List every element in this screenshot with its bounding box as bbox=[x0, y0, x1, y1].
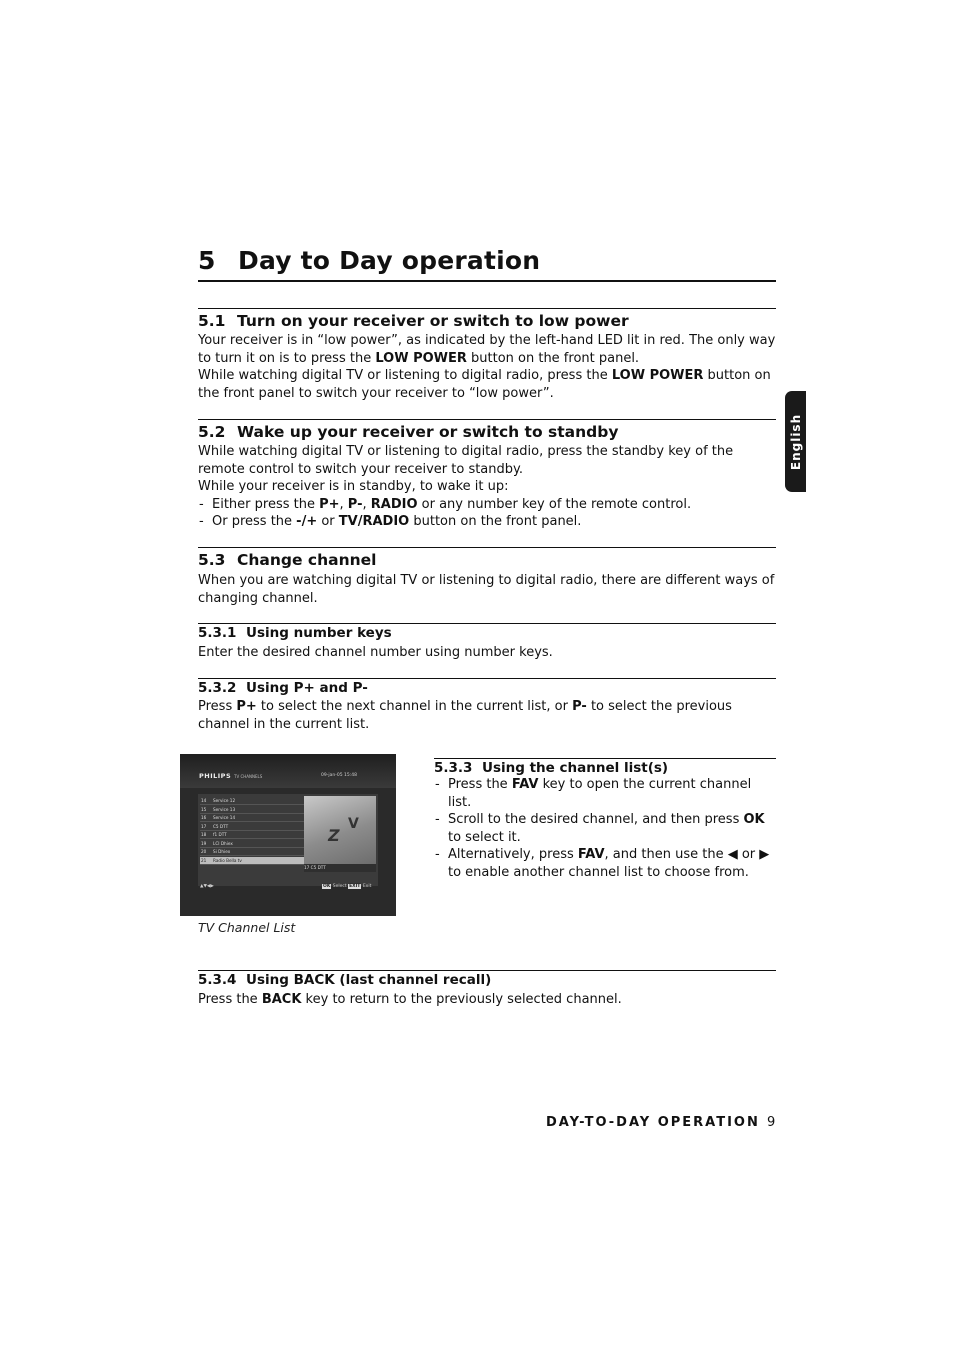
paragraph bbox=[198, 332, 778, 367]
channel-name: Service 14 bbox=[213, 815, 236, 820]
key-name: OK bbox=[743, 812, 765, 827]
paragraph bbox=[198, 367, 778, 402]
text: , bbox=[362, 496, 371, 512]
left-arrow-icon: ◀ bbox=[727, 847, 738, 862]
screen-footer bbox=[180, 881, 396, 893]
channel-row bbox=[200, 806, 304, 814]
section-heading-5-1 bbox=[198, 311, 629, 331]
text: to select it. bbox=[448, 829, 521, 845]
page-number: 9 bbox=[767, 1115, 776, 1130]
section-divider bbox=[198, 547, 776, 548]
channel-name: Radio Bella tv bbox=[213, 857, 242, 863]
paragraph: When you are watching digital TV or listening to digital radio, there are different ways of changing channel. bbox=[198, 573, 775, 606]
text: Scroll to the desired channel, and then press bbox=[448, 812, 744, 827]
key-name: FAV bbox=[577, 847, 605, 862]
running-footer: DAY-TO-DAY OPERATION bbox=[546, 1115, 760, 1130]
channel-row bbox=[200, 814, 304, 822]
list-item bbox=[198, 496, 778, 514]
preview-image-detail: Z bbox=[326, 826, 342, 845]
ok-key-hint: OK bbox=[323, 884, 331, 889]
paragraph bbox=[198, 698, 778, 733]
text: Press bbox=[198, 699, 237, 714]
text: Alternatively, press bbox=[448, 847, 578, 862]
subsection-body-5-3-1 bbox=[198, 644, 778, 662]
chapter-title: Day to Day operation bbox=[238, 246, 541, 275]
screen-title: TV CHANNELS bbox=[234, 774, 263, 779]
subsection-title: Using P+ and P- bbox=[246, 680, 368, 696]
section-title: Turn on your receiver or switch to low power bbox=[237, 312, 629, 330]
language-tab bbox=[785, 391, 806, 492]
subsection-title: Using BACK (last channel recall) bbox=[246, 972, 492, 988]
navigation-arrows-icon: ▲▼◀▶ bbox=[200, 884, 214, 889]
text: button on the front panel. bbox=[409, 514, 582, 529]
chapter-number: 5 bbox=[198, 246, 216, 275]
bullet-list bbox=[198, 496, 778, 531]
channel-name: Service 13 bbox=[213, 806, 236, 812]
key-hints bbox=[322, 884, 371, 889]
text: to select the previous channel in the current list. bbox=[198, 699, 732, 732]
channel-number: 21 bbox=[201, 857, 207, 863]
key-hint-label: Select bbox=[332, 884, 347, 889]
channel-name: C5 DTT bbox=[213, 823, 229, 829]
section-body-5-3 bbox=[198, 572, 778, 607]
section-divider bbox=[198, 308, 776, 309]
tv-channel-list-screenshot bbox=[180, 754, 396, 916]
section-title: Wake up your receiver or switch to standby bbox=[237, 423, 619, 441]
channel-number: 20 bbox=[201, 849, 207, 854]
channel-row bbox=[200, 797, 304, 805]
channel-name: Si Dhiex bbox=[213, 849, 231, 854]
subsection-number: 5.3.2 bbox=[198, 680, 237, 696]
subsection-heading-5-3-1 bbox=[198, 624, 392, 642]
video-preview bbox=[304, 796, 376, 864]
channel-row-selected bbox=[200, 857, 304, 865]
subsection-heading-5-3-3 bbox=[434, 759, 668, 777]
channel-number: 16 bbox=[201, 815, 207, 820]
key-name: RADIO bbox=[370, 496, 418, 512]
text: key to open the current channel list. bbox=[448, 777, 752, 810]
text: While watching digital TV or listening to digital radio, press the bbox=[198, 368, 612, 383]
text: key to return to the previously selected channel. bbox=[301, 992, 622, 1007]
subsection-title: Using number keys bbox=[246, 625, 392, 641]
list-item bbox=[434, 811, 776, 846]
section-body-5-2 bbox=[198, 443, 778, 531]
screen-header bbox=[180, 754, 396, 788]
list-item bbox=[198, 513, 778, 531]
subsection-body-5-3-2 bbox=[198, 698, 778, 733]
paragraph: While your receiver is in standby, to wake it up: bbox=[198, 479, 509, 494]
key-name: -/+ bbox=[296, 514, 318, 529]
channel-number: 15 bbox=[201, 806, 207, 812]
current-channel-caption: 17 C5 DTT bbox=[304, 864, 376, 872]
subsection-number: 5.3.1 bbox=[198, 625, 237, 641]
subsection-number: 5.3.3 bbox=[434, 760, 473, 776]
paragraph: While watching digital TV or listening to digital radio, press the standby key of the remote control to switch your receiver to standby. bbox=[198, 444, 734, 477]
chapter-heading bbox=[198, 244, 776, 282]
key-name: P+ bbox=[236, 699, 257, 714]
key-name: LOW POWER bbox=[611, 368, 704, 383]
section-number: 5.1 bbox=[198, 312, 226, 330]
subsection-body-5-3-3 bbox=[434, 776, 776, 881]
channel-row bbox=[200, 823, 304, 831]
section-title: Change channel bbox=[237, 551, 377, 569]
text: to select the next channel in the current list, or bbox=[256, 699, 573, 714]
key-hint-label: Exit bbox=[362, 884, 372, 889]
paragraph bbox=[198, 991, 778, 1009]
text: , and then use the bbox=[604, 847, 728, 862]
text: or bbox=[317, 514, 339, 529]
subsection-heading-5-3-2 bbox=[198, 679, 368, 697]
screen-date: 09-jan-05 15:48 bbox=[321, 773, 357, 778]
channel-number: 18 bbox=[201, 832, 207, 837]
subsection-heading-5-3-4 bbox=[198, 971, 491, 989]
key-name: P+ bbox=[319, 496, 340, 512]
channel-panel bbox=[198, 794, 378, 886]
key-name: BACK bbox=[261, 992, 302, 1007]
text: or bbox=[737, 847, 760, 862]
exit-key-hint: EXIT bbox=[349, 884, 361, 889]
subsection-number: 5.3.4 bbox=[198, 972, 237, 988]
section-divider bbox=[198, 419, 776, 420]
key-name: FAV bbox=[511, 777, 539, 792]
text: button on the front panel. bbox=[466, 350, 640, 366]
language-tab-label: English bbox=[788, 413, 803, 470]
channel-name: LCI Dhiex bbox=[213, 840, 233, 846]
text: Either press the bbox=[212, 496, 320, 512]
section-heading-5-2 bbox=[198, 422, 618, 442]
subsection-title: Using the channel list(s) bbox=[482, 760, 669, 776]
section-body-5-1 bbox=[198, 332, 778, 402]
channel-number: 19 bbox=[201, 840, 207, 846]
bullet-list bbox=[434, 776, 776, 881]
section-heading-5-3 bbox=[198, 550, 377, 570]
text: Your receiver is in “low power”, as indicated by the left-hand LED lit in red. The only way to turn it on is to press the bbox=[198, 333, 776, 366]
key-name: TV/RADIO bbox=[338, 514, 410, 529]
channel-row bbox=[200, 831, 304, 839]
paragraph: Enter the desired channel number using number keys. bbox=[198, 645, 553, 660]
channel-row bbox=[200, 848, 304, 856]
preview-image-detail: V bbox=[348, 816, 359, 832]
channel-number: 17 bbox=[201, 823, 207, 829]
text: or any number key of the remote control. bbox=[417, 496, 692, 512]
section-number: 5.2 bbox=[198, 423, 226, 441]
right-arrow-icon: ▶ bbox=[759, 847, 770, 862]
list-item bbox=[434, 846, 776, 881]
text: Press the bbox=[198, 992, 262, 1007]
brand-logo: PHILIPS bbox=[199, 772, 232, 780]
subsection-body-5-3-4 bbox=[198, 991, 778, 1009]
channel-number: 14 bbox=[201, 798, 207, 803]
text: Press the bbox=[448, 777, 512, 792]
key-name: P- bbox=[572, 699, 587, 714]
channel-name: f1 DTT bbox=[213, 832, 227, 837]
section-number: 5.3 bbox=[198, 551, 226, 569]
figure-caption: TV Channel List bbox=[198, 920, 296, 935]
text: , bbox=[339, 496, 348, 512]
text: button on the front panel to switch your receiver to “low power”. bbox=[198, 368, 771, 401]
key-name: LOW POWER bbox=[375, 350, 467, 366]
key-name: P- bbox=[347, 496, 363, 512]
channel-name: Service 12 bbox=[213, 798, 236, 803]
channel-row bbox=[200, 840, 304, 848]
text: to enable another channel list to choose from. bbox=[448, 864, 749, 880]
list-item bbox=[434, 776, 776, 811]
text: Or press the bbox=[212, 514, 297, 529]
